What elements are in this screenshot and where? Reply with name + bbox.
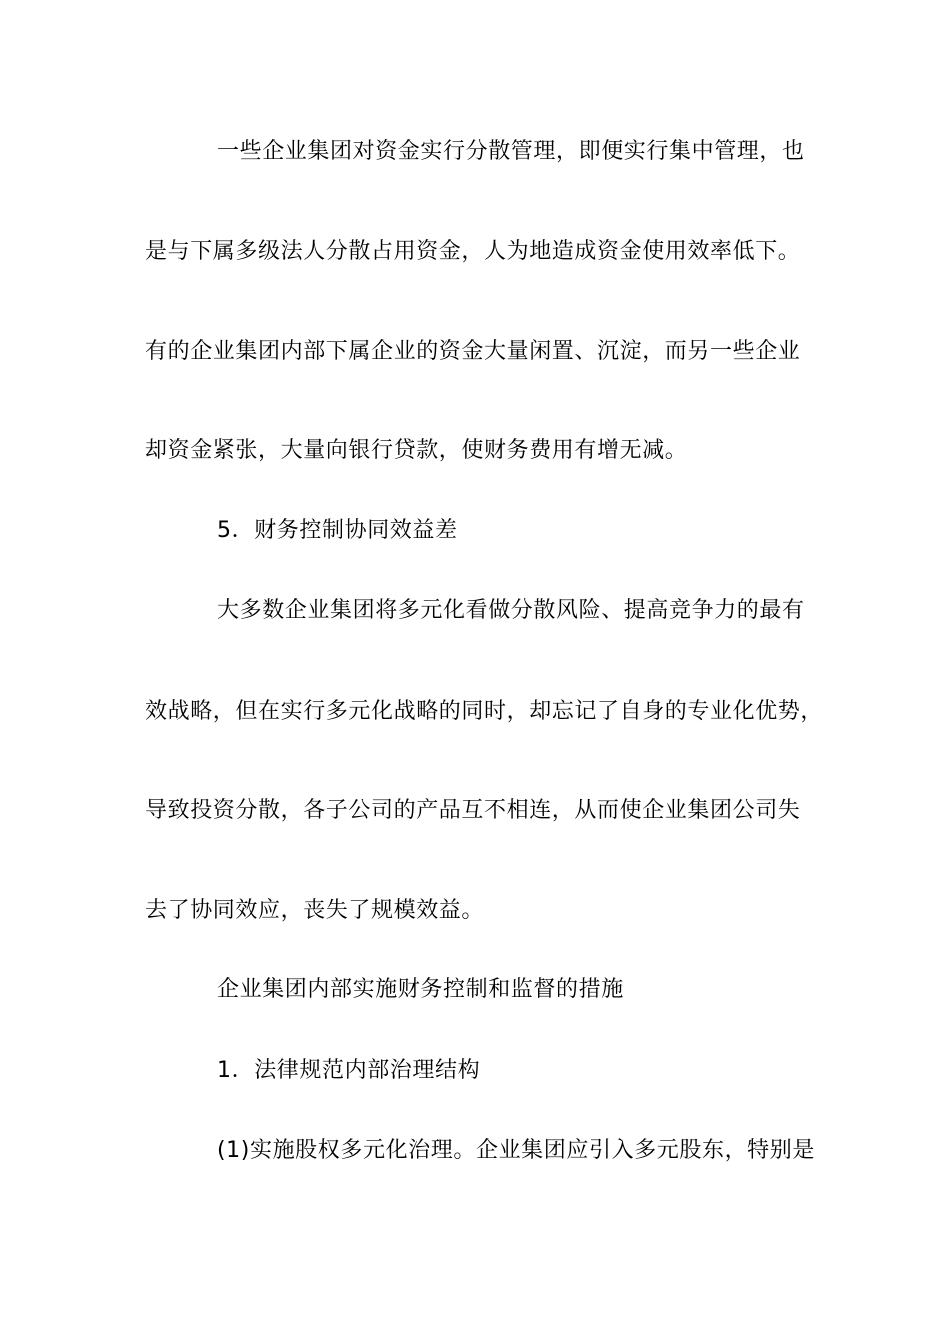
paragraph-line: 去了协同效应，丧失了规模效益。	[145, 898, 485, 923]
paragraph-line: 导致投资分散，各子公司的产品互不相连，从而使企业集团公司失	[145, 798, 801, 823]
section-heading: 5．财务控制协同效益差	[217, 518, 458, 543]
paragraph-line: 大多数企业集团将多元化看做分散风险、提高竞争力的最有	[217, 598, 805, 623]
paragraph-line: 一些企业集团对资金实行分散管理，即便实行集中管理，也	[217, 139, 805, 164]
section-heading: 企业集团内部实施财务控制和监督的措施	[217, 977, 624, 1002]
paragraph-line: 是与下属多级法人分散占用资金，人为地造成资金使用效率低下。	[145, 239, 801, 264]
subsection-heading: 1．法律规范内部治理结构	[217, 1058, 481, 1083]
paragraph-line: 却资金紧张，大量向银行贷款，使财务费用有增无减。	[145, 438, 688, 463]
paragraph-line: 效战略，但在实行多元化战略的同时，却忘记了自身的专业化优势，	[145, 699, 824, 724]
paragraph-line: (1)实施股权多元化治理。企业集团应引入多元股东，特别是	[217, 1138, 815, 1163]
paragraph-line: 有的企业集团内部下属企业的资金大量闲置、沉淀，而另一些企业	[145, 339, 801, 364]
